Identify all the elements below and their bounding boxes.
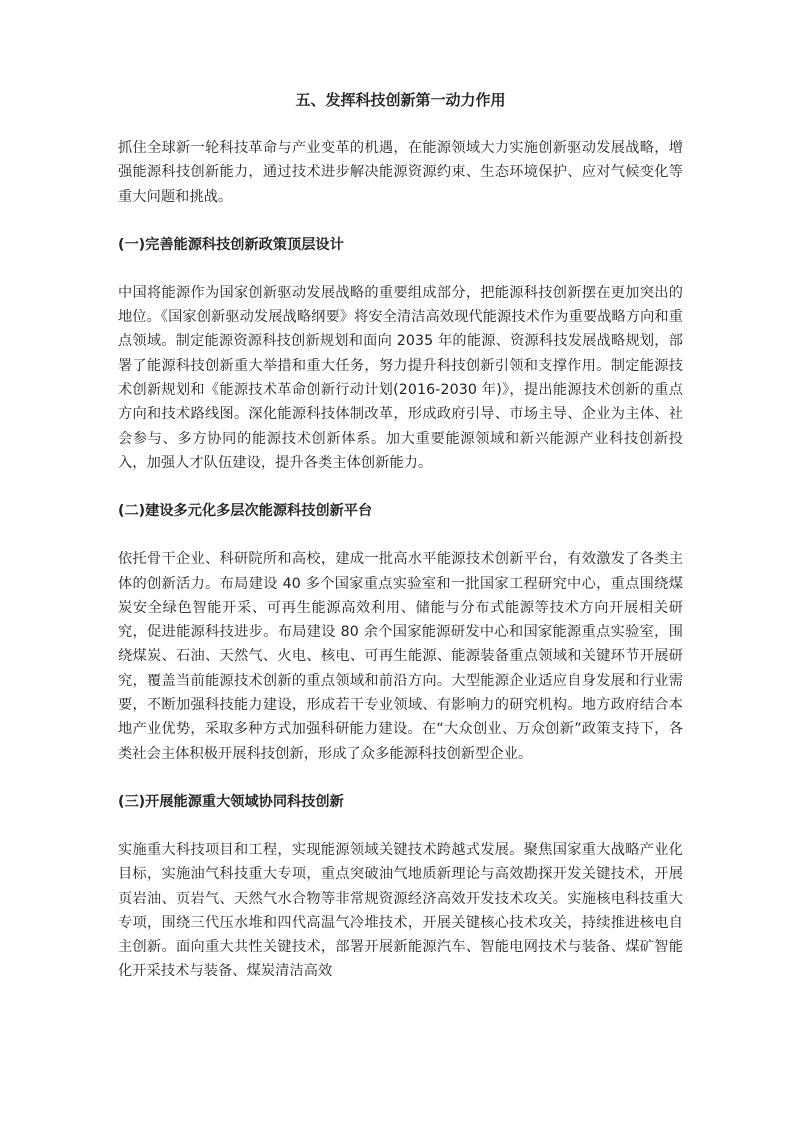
page-title: 五、发挥科技创新第一动力作用 xyxy=(295,91,506,109)
section-heading-3: (三)开展能源重大领域协同科技创新 xyxy=(118,793,344,810)
section-body-3: 实施重大科技项目和工程，实现能源领域关键技术跨越式发展。聚焦国家重大战略产业化目标，实施油气科技重大专项，重点突破油气地质新理论与高效勘探开发关键技术，开展页岩油、页岩气、天然气水合物等非常规资源经济高效开发技术攻关。实施核电科技重大专项，围绕三代压水堆和四代高温气冷堆技术，开展关键核心技术攻关，持续推进核电自主创新。面向重大共性关键技术，部署开展新能源汽车、智能电网技术与装备、煤矿智能化开采技术与装备、煤炭清洁高效 xyxy=(118,841,683,980)
section-heading-1: (一)完善能源科技创新政策顶层设计 xyxy=(118,236,344,253)
document-page xyxy=(118,88,683,1008)
section-heading-2: (二)建设多元化多层次能源科技创新平台 xyxy=(118,503,373,520)
intro-paragraph: 抓住全球新一轮科技革命与产业变革的机遇，在能源领域大力实施创新驱动发展战略，增强能源科技创新能力，通过技术进步解决能源资源约束、生态环境保护、应对气候变化等重大问题和挑战。 xyxy=(118,140,683,205)
section-body-1: 中国将能源作为国家创新驱动发展战略的重要组成部分，把能源科技创新摆在更加突出的地位。《国家创新驱动发展战略纲要》将安全清洁高效现代能源技术作为重要战略方向和重点领域。制定能源资源科技创新规划和面向 2035 年的能源、资源科技发展战略规划，部署了能源科技创新重大举措和重大任务，努力提升科技创新引领和支撑作用。制定能源技术创新规划和《能源技术革命创新行动计划(2016-2030 年)》，提出能源技术创新的重点方向和技术路线图。深化能源科技体制改革，形成政府引导、市场主导、企业为主体、社会参与、多方协同的能源技术创新体系。加大重要能源领域和新兴能源产业科技创新投入，加强人才队伍建设，提升各类主体创新能力。 xyxy=(118,284,683,471)
section-body-2: 依托骨干企业、科研院所和高校，建成一批高水平能源技术创新平台，有效激发了各类主体的创新活力。布局建设 40 多个国家重点实验室和一批国家工程研究中心，重点围绕煤炭安全绿色智能开采、可再生能源高效利用、储能与分布式能源等技术方向开展相关研究，促进能源科技进步。布局建设 80 余个国家能源研发中心和国家能源重点实验室，围绕煤炭、石油、天然气、火电、核电、可再生能源、能源装备重点领域和关键环节开展研究，覆盖当前能源技术创新的重点领域和前沿方向。大型能源企业适应自身发展和行业需要，不断加强科技能力建设，形成若干专业领域、有影响力的研究机构。地方政府结合本地产业优势，采取多种方式加强科研能力建设。在“大众创业、万众创新”政策支持下，各类社会主体积极开展科技创新，形成了众多能源科技创新型企业。 xyxy=(118,551,683,762)
